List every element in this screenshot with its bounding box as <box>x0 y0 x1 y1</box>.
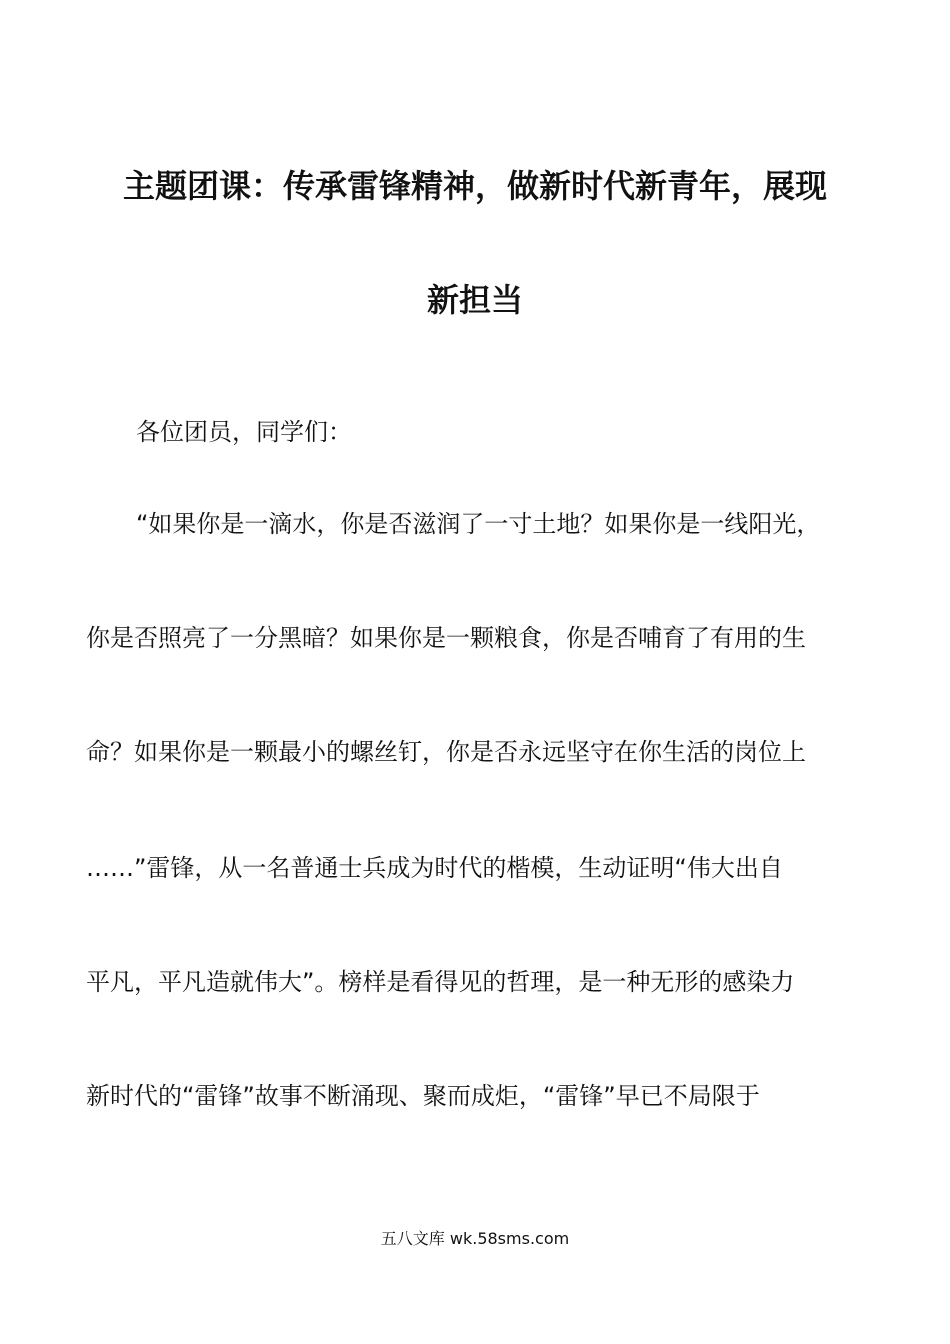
greeting-text: 各位团员，同学们： <box>136 418 352 446</box>
body-line-4: ……”雷锋，从一名普通士兵成为时代的楷模，生动证明“伟大出自 <box>86 854 783 882</box>
body-line-5: 平凡，平凡造就伟大”。榜样是看得见的哲理，是一种无形的感染力 <box>86 968 795 996</box>
body-line-2: 你是否照亮了一分黑暗？如果你是一颗粮食，你是否哺育了有用的生 <box>86 624 806 652</box>
body-line-6: 新时代的“雷锋”故事不断涌现、聚而成炬，“雷锋”早已不局限于 <box>86 1082 760 1110</box>
body-line-1: “如果你是一滴水，你是否滋润了一寸土地？如果你是一线阳光， <box>136 510 821 538</box>
body-line-3: 命？如果你是一颗最小的螺丝钉，你是否永远坚守在你生活的岗位上 <box>86 738 806 766</box>
document-title-line-1: 主题团课：传承雷锋精神，做新时代新青年，展现 <box>122 167 827 205</box>
page-footer-watermark: 五八文库 wk.58sms.com <box>380 1229 570 1248</box>
document-title-line-2: 新担当 <box>426 281 523 319</box>
